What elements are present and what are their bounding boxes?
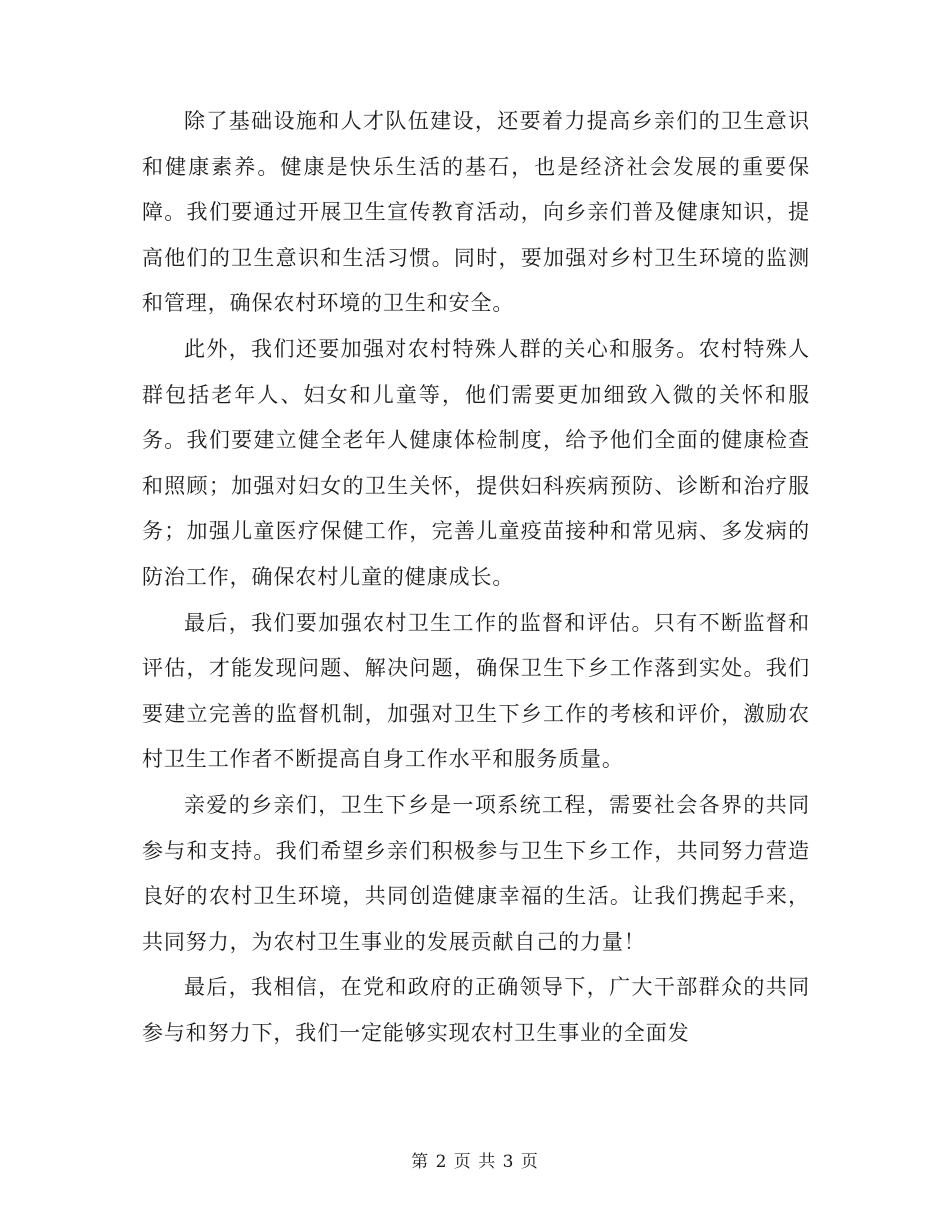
page-number-footer: 第 2 页 共 3 页 — [411, 1152, 539, 1172]
paragraph-special-groups: 此外，我们还要加强对农村特殊人群的关心和服务。农村特殊人群包括老年人、妇女和儿童等，他们需要更加细致入微的关怀和服务。我们要建立健全老年人健康体检制度，给予他们全面的健康检查和照顾；加强对妇女的卫生关怀，提供妇科疾病预防、诊断和治疗服务；加强儿童医疗保健工作，完善儿童疫苗接种和常见病、多发病的防治工作，确保农村儿童的健康成长。 — [142, 336, 810, 589]
paragraph-conclusion: 最后，我相信，在党和政府的正确领导下，广大干部群众的共同参与和努力下，我们一定能够实现农村卫生事业的全面发 — [142, 975, 810, 1045]
paragraph-supervision: 最后，我们要加强农村卫生工作的监督和评估。只有不断监督和评估，才能发现问题、解决问题，确保卫生下乡工作落到实处。我们要建立完善的监督机制，加强对卫生下乡工作的考核和评价，激励农村卫生工作者不断提高自身工作水平和服务质量。 — [142, 610, 810, 772]
paragraph-health-awareness: 除了基础设施和人才队伍建设，还要着力提高乡亲们的卫生意识和健康素养。健康是快乐生活的基石，也是经济社会发展的重要保障。我们要通过开展卫生宣传教育活动，向乡亲们普及健康知识，提高他们的卫生意识和生活习惯。同时，要加强对乡村卫生环境的监测和管理，确保农村环境的卫生和安全。 — [142, 109, 810, 316]
paragraph-call-to-action: 亲爱的乡亲们，卫生下乡是一项系统工程，需要社会各界的共同参与和支持。我们希望乡亲们积极参与卫生下乡工作，共同努力营造良好的农村卫生环境，共同创造健康幸福的生活。让我们携起手来，共同努力，为农村卫生事业的发展贡献自己的力量！ — [142, 792, 810, 954]
document-body — [142, 99, 810, 1056]
